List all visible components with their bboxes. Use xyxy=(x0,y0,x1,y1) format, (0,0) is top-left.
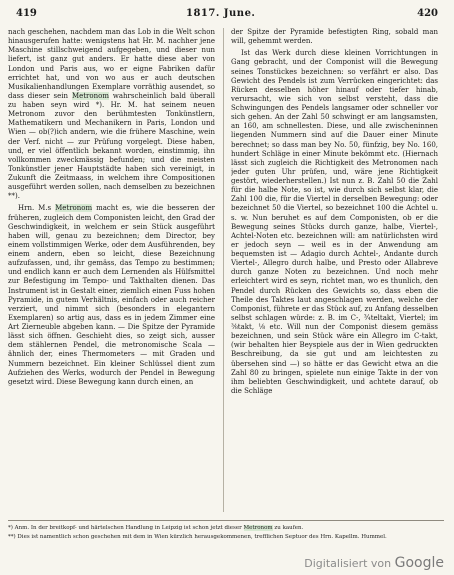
paragraph: der Spitze der Pyramide befestigten Ring, sobald man will, gehemmt werden. xyxy=(231,28,438,46)
text-run: macht es, wie die besseren der früheren, zugleich dem Componisten leicht, den Grad der Geschwindigkeit, in welchem er sein Stück ausgeführt haben will, genau zu bezeichnen; dem Director, bey einem vollstimmigen Werke, oder dem Ausführenden, bey einem andern, eben so leicht, diese Bezeichnung aufzufassen, und, ihr gemäss, das Tempo zu bestimmen; und endlich kann er auch dem Lernenden als Hülfsmittel zur Befestigung im Tempo- und Takthalten dienen. Das Instrument ist in Gestalt einer, ziemlich einen Fuss hohen Pyramide, in gutem Verhältnis, einfach oder auch reicher verziert, und nimmt sich (besonders in elegantern Exemplaren) so artig aus, dass es in jedem Zimmer eine Art Zierneuble abgeben kann. — Die Spitze der Pyramide lässt sich öffnen. Geschieht dies, so zeigt sich, ausser dem stählernen Pendel, die metronomische Scala — ähnlich der, eines Thermometers — mit Graden und Nummern bezeichnet. Ein kleiner Schlüssel dient zum Aufziehen des Werks, wodurch der Pendel in Bewegung gesetzt wird. Diese Bewegung kann durch einen, an xyxy=(8,204,215,386)
page-number-right: 420 xyxy=(417,8,438,19)
watermark-text: Digitalisiert von xyxy=(304,557,392,570)
text-run: zu kaufen. xyxy=(274,525,304,531)
page-number-left: 419 xyxy=(16,8,37,19)
right-column xyxy=(231,28,438,512)
left-column xyxy=(8,28,215,512)
text-run: *) Anm. In der breitkopf- und härtelschen Handlung in Leipzig ist schon jetzt dieser xyxy=(8,525,242,531)
paragraph: Ist das Werk durch diese kleinen Vorrichtungen in Gang gebracht, und der Componist will die Bewegung seines Tonstückes bezeichnen: so verfährt er also. Das Gewicht des Pendels ist zum Verrücken eingerichtet: das Rücken desselben höher hinauf oder tiefer hinab, verursacht, wie sich von selbst versteht, dass die Schwingungen des Pendels langsamer oder schneller vor sich gehen. An der Zahl 50 schwingt er am langsamsten, an 160, am schnellesten. Diese, und alle zwischeninnen liegenden Nummern sind auf die Dauer einer Minute berechnet; so dass man bey No. 50, fünfzig, bey No. 160, hundert Schläge in einer Minute bekömmt etc. (Hiernach lässt sich zugleich die Richtigkeit des Metronomen nach jeder guten Uhr prüfen, und, wäre jene Richtigkeit gestört, wiederherstellen.) Ist nun z. B. Zahl 50 die Zahl für die halbe Note, so ist, wie durch sich selbst klar, die Zahl 100 die, für die Viertel in derselben Bewegung: oder bezeichnet 50 die Viertel, so bezeichnet 100 die Achtel u. s. w. Nun beruhet es auf dem Componisten, ob er die Bewegung seines Stücks durch ganze, halbe, Viertel-, Achtel-Noten etc. bezeichnen will: am natürlichsten wird er jedoch seyn — weil es in der Anwendung am bequemsten ist — Adagio durch Achtel-, Andante durch Viertel-, Allegro durch halbe, und Presto oder Allabreve durch ganze Noten zu bezeichnen. Und noch mehr erleichtert wird es seyn, richtet man, wo es thunlich, den Pendel durch Rücken des Gewichts so, dass eben die Theile des Taktes laut angeschlagen werden, welche der Componist, führete er das Stück auf, zu Anfang desselben selbst schlagen würde: z. B. im C-, ¾teltakt, Viertel; im ⅜takt, ⅛ etc. Will nun der Componist diesem gemäss bezeichnen, und sein Stück wäre ein Allegro im C-takt, (wir behalten hier Beyspiele aus der in Wien gedruckten Beschreibung, da sie gut und am leichtesten zu übersehen sind —) so hätte er das Gewicht etwa an die Zahl 80 zu bringen, spielete nun einige Takte in der von ihm beliebten Geschwindigkeit, und achtete darauf, ob die Schläge xyxy=(231,49,438,395)
text-run: nach geschehen, nachdem man das Lob in die Welt schon hinausgerufen hatte: wenigstens hat Hr. M. nachher jene Maschine stillschweigend aufgegeben, und dieser nun liefert, ist ganz gut anders. Er hatte diese aber von London und Paris aus, wo er eigne Fabriken dafür errichtet hat, und von wo aus er auch deutschen Musikalienhandlungen Exemplare vorräthig ausendet, so dass dieser sein xyxy=(8,28,215,100)
page-header xyxy=(8,6,446,22)
paragraph xyxy=(8,204,215,387)
digitization-watermark xyxy=(304,555,444,571)
google-logo: Google xyxy=(394,555,444,571)
footnotes xyxy=(8,520,444,542)
paragraph xyxy=(8,28,215,201)
footnote xyxy=(8,525,444,532)
running-title: 1817. June. xyxy=(186,8,256,19)
column-divider xyxy=(223,28,224,512)
search-highlight: Metronom xyxy=(243,525,273,531)
text-run: Hrn. M.s xyxy=(18,204,52,213)
text-run: wahrscheinlich bald überall zu haben seyn wird *). Hr. M. hat seinem neuen Metronom zuvor den berühmtesten Tonkünstlern, Mathematikern und Mechanikern in Paris, London und Wien — ob(?)ich andern, wie die frühere Maschine, wein der Verf. nicht — zur Prüfung vorgelegt. Diese haben, und, er viel öffentlich bekannt worden, einstimmig, ihn vollkommen zweckmässig befunden; und die meisten Tonkünstler jener Hauptstädte haben sich vereinigt, in Zukunft die Zeitmaass, in welchem ihre Compositionen ausgeführt werden sollen, nach demselben zu bezeichnen **). xyxy=(8,91,215,201)
search-highlight: Metronom xyxy=(71,91,109,100)
footnote-divider xyxy=(8,520,444,521)
search-highlight: Metronom xyxy=(55,204,93,213)
footnote: **) Dies ist namentlich schon geschehen mit dem in Wien kürzlich herausgekommenen, trefflichen Septuor des Hrn. Kapellm. Hummel. xyxy=(8,534,387,541)
